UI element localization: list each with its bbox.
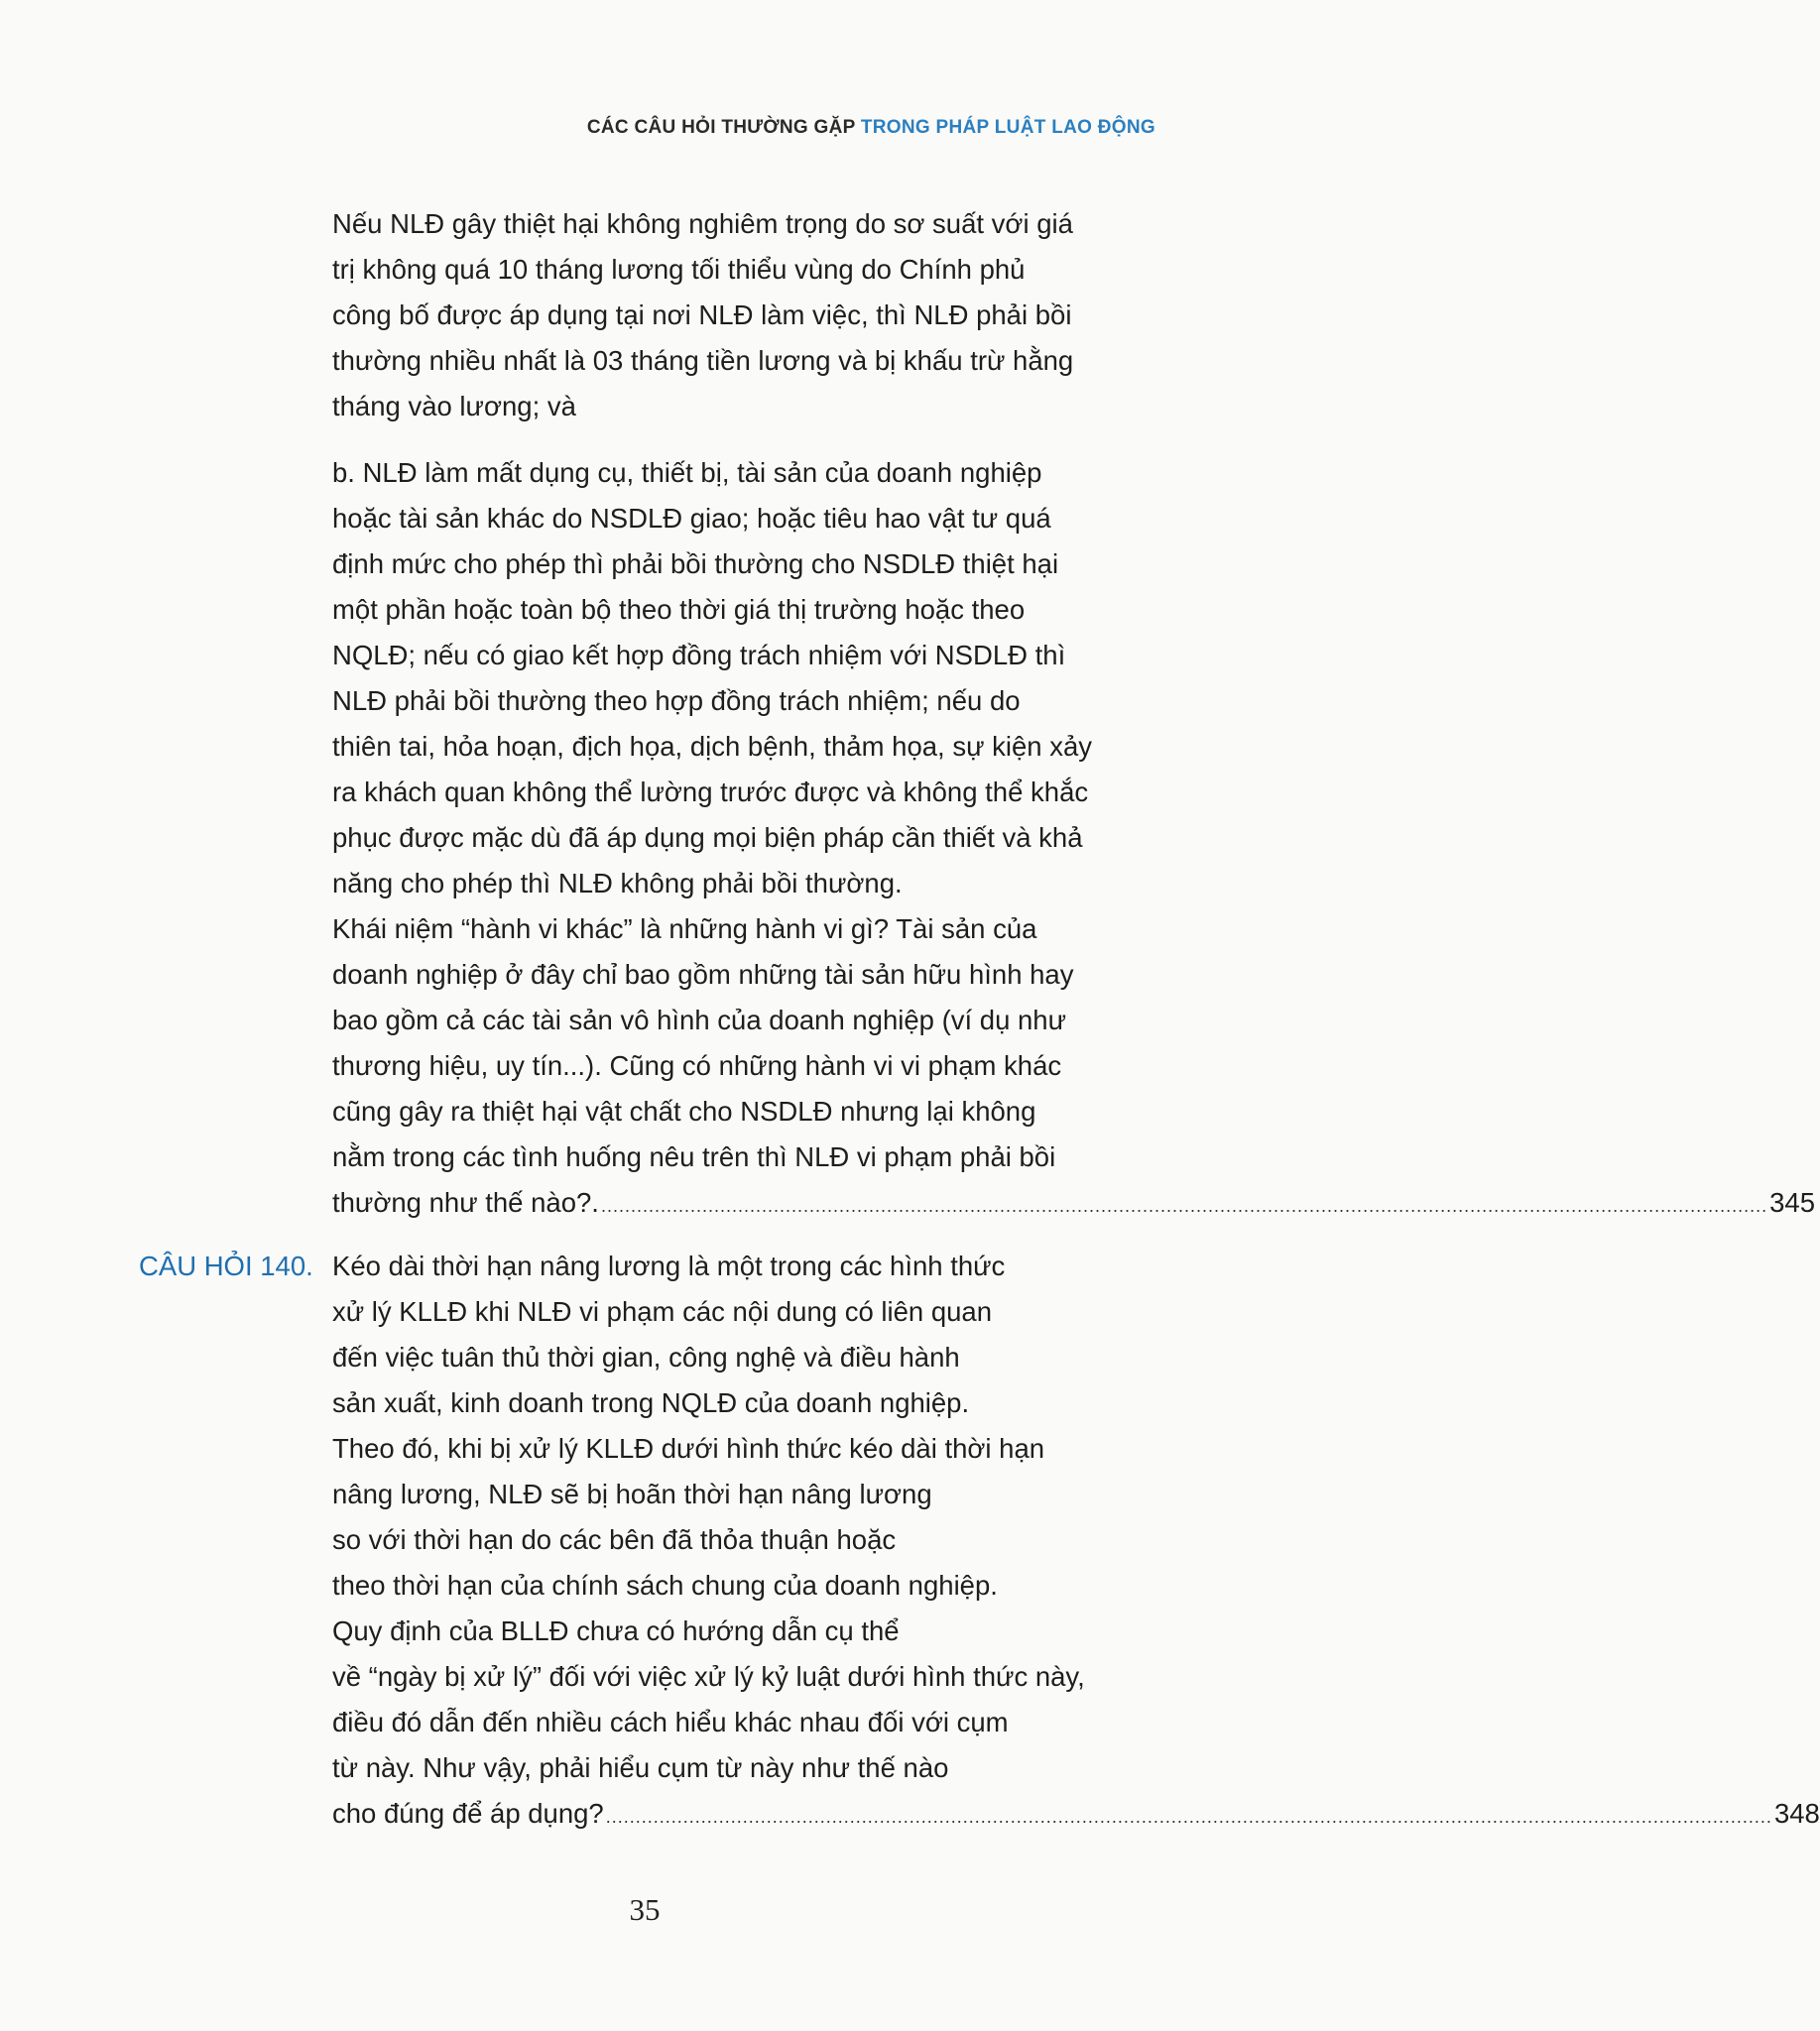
text-line: về “ngày bị xử lý” đối với việc xử lý kỷ luật dưới hình thức này, bbox=[332, 1661, 1085, 1692]
toc-entry-leader-line bbox=[332, 1791, 1820, 1840]
text-line: xử lý KLLĐ khi NLĐ vi phạm các nội dung có liên quan bbox=[332, 1296, 993, 1327]
text-line: đến việc tuân thủ thời gian, công nghệ và điều hành bbox=[332, 1342, 960, 1373]
dot-leader: .................................................................................................................................................................................................... bbox=[605, 1807, 1772, 1827]
text-line: hoặc tài sản khác do NSDLĐ giao; hoặc tiêu hao vật tư quá bbox=[332, 503, 1051, 534]
text-line: Theo đó, khi bị xử lý KLLĐ dưới hình thức kéo dài thời hạn bbox=[332, 1433, 1045, 1464]
text-line: so với thời hạn do các bên đã thỏa thuận hoặc bbox=[332, 1524, 897, 1555]
running-header bbox=[587, 117, 1155, 139]
toc-entry-last-line: cho đúng để áp dụng? bbox=[332, 1798, 604, 1829]
toc-entry-leader-line bbox=[332, 1180, 1816, 1229]
text-line: điều đó dẫn đến nhiều cách hiểu khác nhau đối với cụm bbox=[332, 1707, 1009, 1737]
text-line: thường nhiều nhất là 03 tháng tiền lương và bị khấu trừ hằng bbox=[332, 345, 1074, 376]
text-line: theo thời hạn của chính sách chung của doanh nghiệp. bbox=[332, 1570, 998, 1601]
toc-entry-last-line: thường như thế nào?. bbox=[332, 1187, 599, 1218]
page-number: 35 bbox=[629, 1892, 661, 1927]
text-line: từ này. Như vậy, phải hiểu cụm từ này như thế nào bbox=[332, 1752, 949, 1783]
text-line: Quy định của BLLĐ chưa có hướng dẫn cụ thể bbox=[332, 1615, 900, 1646]
text-line: thương hiệu, uy tín...). Cũng có những hành vi vi phạm khác bbox=[332, 1050, 1062, 1081]
page-reference: 345 bbox=[1769, 1187, 1816, 1218]
text-line: trị không quá 10 tháng lương tối thiểu vùng do Chính phủ bbox=[332, 254, 1026, 285]
text-line: cũng gây ra thiệt hại vật chất cho NSDLĐ nhưng lại không bbox=[332, 1096, 1036, 1127]
text-line: tháng vào lương; và bbox=[332, 391, 576, 421]
page-reference: 348 bbox=[1773, 1798, 1820, 1829]
text-line: nâng lương, NLĐ sẽ bị hoãn thời hạn nâng lương bbox=[332, 1479, 932, 1509]
text-line: phục được mặc dù đã áp dụng mọi biện pháp cần thiết và khả bbox=[332, 822, 1083, 853]
text-line: nằm trong các tình huống nêu trên thì NLĐ vi phạm phải bồi bbox=[332, 1141, 1056, 1172]
dot-leader: .................................................................................................................................................................................................... bbox=[600, 1196, 1768, 1216]
text-line: b. NLĐ làm mất dụng cụ, thiết bị, tài sản của doanh nghiệp bbox=[332, 457, 1042, 488]
text-line: ra khách quan không thể lường trước được và không thể khắc bbox=[332, 777, 1089, 807]
text-line: một phần hoặc toàn bộ theo thời giá thị trường hoặc theo bbox=[332, 594, 1026, 625]
question-label: CÂU HỎI 140. bbox=[139, 1251, 313, 1281]
text-line: sản xuất, kinh doanh trong NQLĐ của doanh nghiệp. bbox=[332, 1387, 970, 1418]
text-line: Nếu NLĐ gây thiệt hại không nghiêm trọng do sơ suất với giá bbox=[332, 208, 1073, 239]
header-part-2: TRONG PHÁP LUẬT LAO ĐỘNG bbox=[860, 117, 1155, 138]
text-line: Kéo dài thời hạn nâng lương là một trong các hình thức bbox=[332, 1251, 1006, 1281]
text-line: doanh nghiệp ở đây chỉ bao gồm những tài sản hữu hình hay bbox=[332, 959, 1074, 990]
text-line: công bố được áp dụng tại nơi NLĐ làm việc, thì NLĐ phải bồi bbox=[332, 299, 1072, 330]
text-line: NQLĐ; nếu có giao kết hợp đồng trách nhiệm với NSDLĐ thì bbox=[332, 640, 1066, 670]
text-line: thiên tai, hỏa hoạn, địch họa, dịch bệnh, thảm họa, sự kiện xảy bbox=[332, 731, 1092, 762]
header-part-1: CÁC CÂU HỎI THƯỜNG GẶP bbox=[586, 117, 856, 138]
text-line: NLĐ phải bồi thường theo hợp đồng trách nhiệm; nếu do bbox=[332, 685, 1021, 716]
text-line: Khái niệm “hành vi khác” là những hành vi gì? Tài sản của bbox=[332, 913, 1037, 944]
text-line: năng cho phép thì NLĐ không phải bồi thường. bbox=[332, 868, 903, 898]
text-line: định mức cho phép thì phải bồi thường cho NSDLĐ thiệt hại bbox=[332, 548, 1059, 579]
text-line: bao gồm cả các tài sản vô hình của doanh nghiệp (ví dụ như bbox=[332, 1005, 1067, 1035]
